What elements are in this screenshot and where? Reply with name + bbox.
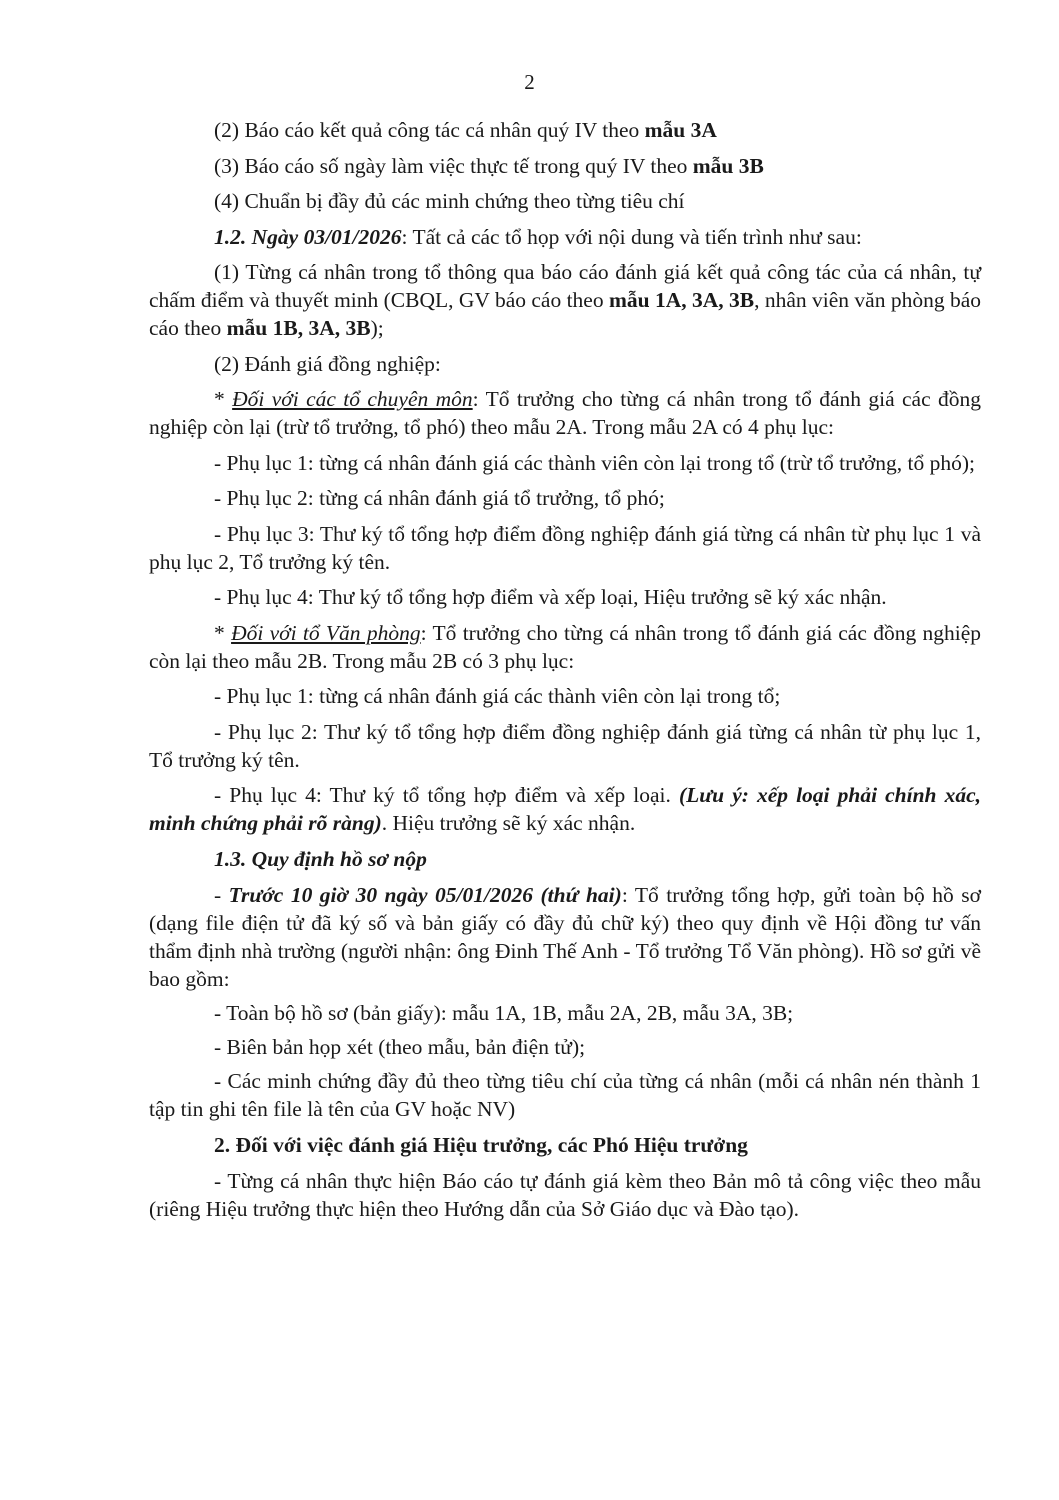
text: - Phụ lục 1: từng cá nhân đánh giá các thành viên còn lại trong tổ (trừ tổ trưởng, tổ phó); bbox=[214, 450, 976, 475]
text: - bbox=[214, 882, 229, 907]
text: (4) Chuẩn bị đầy đủ các minh chứng theo từng tiêu chí bbox=[214, 189, 685, 213]
text: - Từng cá nhân thực hiện Báo cáo tự đánh giá kèm theo Bản mô tả công việc theo mẫu (riêng Hiệu trưởng thực hiện theo Hướng dẫn của Sở Giáo dục và Đào tạo). bbox=[149, 1168, 981, 1221]
text: (2) Đánh giá đồng nghiệp: bbox=[214, 351, 441, 376]
paragraph-evidence-files bbox=[149, 1067, 981, 1123]
paragraph-report-3b bbox=[149, 152, 981, 180]
text: : Tổ trưởng tổng hợp, gửi toàn bộ hồ sơ (dạng file điện tử đã ký số và bản giấy có đầy đủ chữ ký) theo quy định về Hội đồng tư vấn thẩm định nhà trường (người nhận: ông Đinh Thế Anh - Tổ trưởng Tổ Văn phòng). Hồ sơ gửi về bao gồm: bbox=[149, 882, 981, 991]
section-2 bbox=[149, 1131, 981, 1159]
section-1-2 bbox=[149, 223, 981, 251]
section-1-3 bbox=[149, 845, 981, 873]
text: (2) Báo cáo kết quả công tác cá nhân quý IV theo bbox=[214, 118, 645, 142]
text: - Phụ lục 1: từng cá nhân đánh giá các thành viên còn lại trong tổ; bbox=[214, 684, 781, 708]
paragraph-self-assessment bbox=[149, 258, 981, 342]
text: - Phụ lục 4: Thư ký tổ tổng hợp điểm và xếp loại. bbox=[214, 783, 679, 807]
paragraph-office-appendix-1 bbox=[149, 682, 981, 710]
paragraph-subject-groups bbox=[149, 385, 981, 441]
text: , nhân viên văn phòng báo cáo theo bbox=[149, 288, 982, 340]
text-bold-italic: Trước 10 giờ 30 ngày 05/01/2026 (thứ hai) bbox=[228, 882, 622, 907]
paragraph-files-list bbox=[149, 999, 981, 1027]
paragraph-appendix-1 bbox=[149, 449, 981, 477]
paragraph-minutes bbox=[149, 1033, 981, 1061]
document-body bbox=[149, 116, 981, 1230]
paragraph-appendix-3 bbox=[149, 520, 981, 576]
text: - Phụ lục 2: Thư ký tổ tổng hợp điểm đồng nghiệp đánh giá từng cá nhân từ phụ lục 1, Tổ trưởng ký tên. bbox=[149, 719, 981, 772]
paragraph-appendix-4 bbox=[149, 583, 981, 611]
text: : Tất cả các tổ họp với nội dung và tiến trình như sau: bbox=[401, 224, 862, 249]
text: - Phụ lục 4: Thư ký tổ tổng hợp điểm và xếp loại, Hiệu trưởng sẽ ký xác nhận. bbox=[214, 585, 887, 609]
paragraph-principal-report bbox=[149, 1167, 981, 1223]
text: : Tổ trưởng cho từng cá nhân trong tổ đánh giá các đồng nghiệp còn lại theo mẫu 2B. Trong mẫu 2B có 3 phụ lục: bbox=[149, 620, 982, 673]
text-bold: mẫu 3A bbox=[644, 118, 717, 142]
section-heading: 1.2. Ngày 03/01/2026 bbox=[214, 224, 402, 249]
text: - Toàn bộ hồ sơ (bản giấy): mẫu 1A, 1B, mẫu 2A, 2B, mẫu 3A, 3B; bbox=[214, 1000, 794, 1025]
text: * bbox=[214, 620, 232, 645]
section-heading: 2. Đối với việc đánh giá Hiệu trưởng, các Phó Hiệu trưởng bbox=[214, 1132, 748, 1157]
paragraph-appendix-2 bbox=[149, 484, 981, 512]
text: * bbox=[214, 387, 233, 411]
text-bold-italic: (Lưu ý: xếp loại phải chính xác, minh chứng phải rõ ràng) bbox=[149, 783, 981, 835]
text: : Tổ trưởng cho từng cá nhân trong tổ đánh giá các đồng nghiệp còn lại (trừ tổ trưởng, tổ phó) theo mẫu 2A. Trong mẫu 2A có 4 phụ lục: bbox=[149, 387, 981, 439]
paragraph-office-appendix-2 bbox=[149, 718, 981, 774]
text: - Biên bản họp xét (theo mẫu, bản điện tử); bbox=[214, 1034, 586, 1059]
paragraph-report-3a bbox=[149, 116, 981, 144]
section-heading: 1.3. Quy định hồ sơ nộp bbox=[214, 846, 427, 871]
paragraph-peer-review bbox=[149, 350, 981, 378]
paragraph-evidence bbox=[149, 187, 981, 215]
paragraph-office-appendix-4 bbox=[149, 781, 981, 837]
text: ); bbox=[370, 316, 384, 340]
paragraph-deadline bbox=[149, 881, 981, 993]
text-bold: mẫu 1A, 3A, 3B bbox=[608, 288, 755, 312]
text: . Hiệu trưởng sẽ ký xác nhận. bbox=[381, 811, 636, 835]
text-underlined: Đối với tổ Văn phòng bbox=[231, 620, 421, 645]
text-bold: mẫu 3B bbox=[692, 153, 764, 178]
text: - Phụ lục 2: từng cá nhân đánh giá tổ trưởng, tổ phó; bbox=[214, 486, 665, 510]
page-number: 2 bbox=[524, 70, 535, 94]
text: - Các minh chứng đầy đủ theo từng tiêu chí của từng cá nhân (mỗi cá nhân nén thành 1 tập tin ghi tên file là tên của GV hoặc NV) bbox=[149, 1068, 981, 1121]
text: (1) Từng cá nhân trong tổ thông qua báo cáo đánh giá kết quả công tác của cá nhân, tự chấm điểm và thuyết minh (CBQL, GV báo cáo theo bbox=[149, 260, 981, 312]
paragraph-office-group bbox=[149, 619, 981, 675]
text-bold: mẫu 1B, 3A, 3B bbox=[226, 316, 371, 340]
text: (3) Báo cáo số ngày làm việc thực tế trong quý IV theo bbox=[214, 153, 693, 178]
text: - Phụ lục 3: Thư ký tổ tổng hợp điểm đồng nghiệp đánh giá từng cá nhân từ phụ lục 1 và phụ lục 2, Tổ trưởng ký tên. bbox=[149, 521, 981, 574]
text-underlined: Đối với các tổ chuyên môn bbox=[232, 387, 473, 411]
